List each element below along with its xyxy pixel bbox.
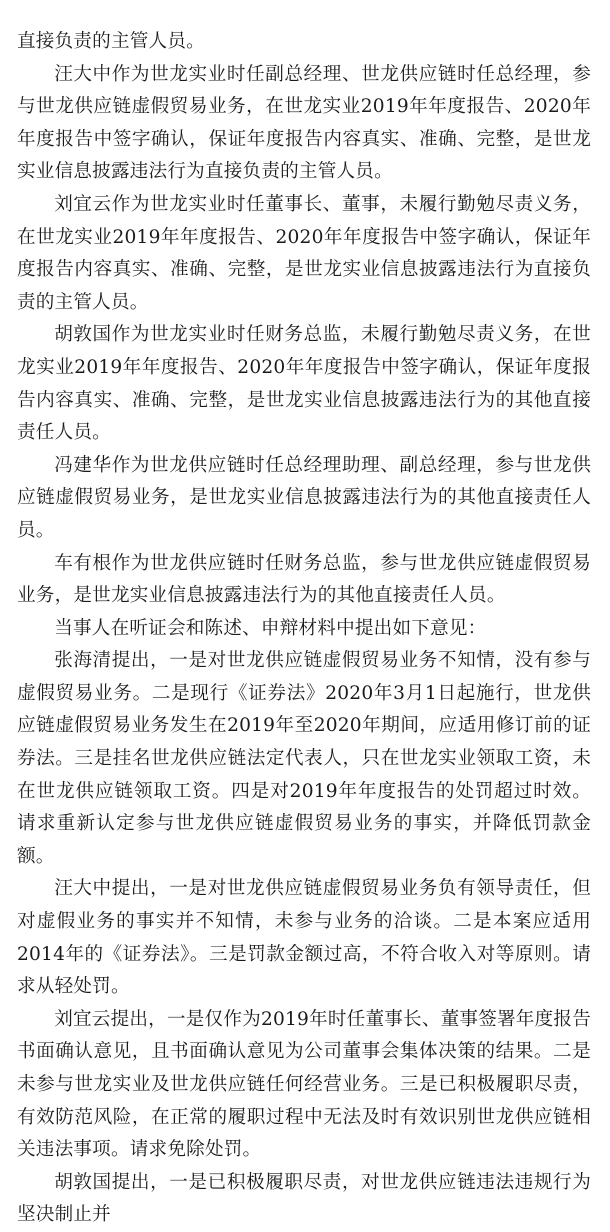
paragraph-wang-dazhong-role: 汪大中作为世龙实业时任副总经理、世龙供应链时任总经理，参与世龙供应链虚假贸易业务，在世龙实业2019年年度报告、2020年年度报告中签字确认，保证年度报告内容真实、准确、完整，是世龙实业信息披露违法行为直接负责的主管人员。	[17, 63, 591, 183]
paragraph-continuation: 直接负责的主管人员。	[17, 31, 205, 52]
paragraph-zhang-haiqing-opinion: 张海清提出，一是对世龙供应链虚假贸易业务不知情，没有参与虚假贸易业务。二是现行《证券法》2020年3月1日起施行，世龙供应链虚假贸易业务发生在2019年至2020年期间，应适用修订前的证券法。三是挂名世龙供应链法定代表人，只在世龙实业领取工资，未在世龙供应链领取工资。四是对2019年年度报告的处罚超过时效。请求重新认定参与世龙供应链虚假贸易业务的事实，并降低罚款金额。	[17, 650, 591, 867]
paragraph-che-yougen-role: 车有根作为世龙供应链时任财务总监，参与世龙供应链虚假贸易业务，是世龙实业信息披露违法行为的其他直接责任人员。	[17, 552, 591, 607]
paragraph-hu-dunguo-opinion: 胡敦国提出，一是已积极履职尽责，对世龙供应链违法违规行为坚决制止并	[17, 1171, 591, 1226]
paragraph-feng-jianhua-role: 冯建华作为世龙供应链时任总经理助理、副总经理，参与世龙供应链虚假贸易业务，是世龙实业信息披露违法行为的其他直接责任人员。	[17, 454, 591, 541]
paragraph-opinions-intro: 当事人在听证会和陈述、申辩材料中提出如下意见：	[54, 617, 487, 639]
document-page	[17, 26, 591, 1232]
paragraph-wang-dazhong-opinion: 汪大中提出，一是对世龙供应链虚假贸易业务负有领导责任，但对虚假业务的事实并不知情，未参与业务的洽谈。二是本案应适用2014年的《证券法》。三是罚款金额过高，不符合收入对等原则。请求从轻处罚。	[17, 878, 591, 998]
paragraph-liu-yiyun-opinion: 刘宜云提出，一是仅作为2019年时任董事长、董事签署年度报告书面确认意见，且书面确认意见为公司董事会集体决策的结果。二是未参与世龙实业及世龙供应链任何经营业务。三是已积极履职尽责，有效防范风险，在正常的履职过程中无法及时有效识别世龙供应链相关违法事项。请求免除处罚。	[17, 1008, 591, 1161]
paragraph-hu-dunguo-role: 胡敦国作为世龙实业时任财务总监，未履行勤勉尽责义务，在世龙实业2019年年度报告、2020年年度报告中签字确认，保证年度报告内容真实、准确、完整，是世龙实业信息披露违法行为的其他直接责任人员。	[17, 324, 591, 444]
paragraph-liu-yiyun-role: 刘宜云作为世龙实业时任董事长、董事，未履行勤勉尽责义务，在世龙实业2019年年度报告、2020年年度报告中签字确认，保证年度报告内容真实、准确、完整，是世龙实业信息披露违法行为直接负责的主管人员。	[17, 193, 591, 313]
